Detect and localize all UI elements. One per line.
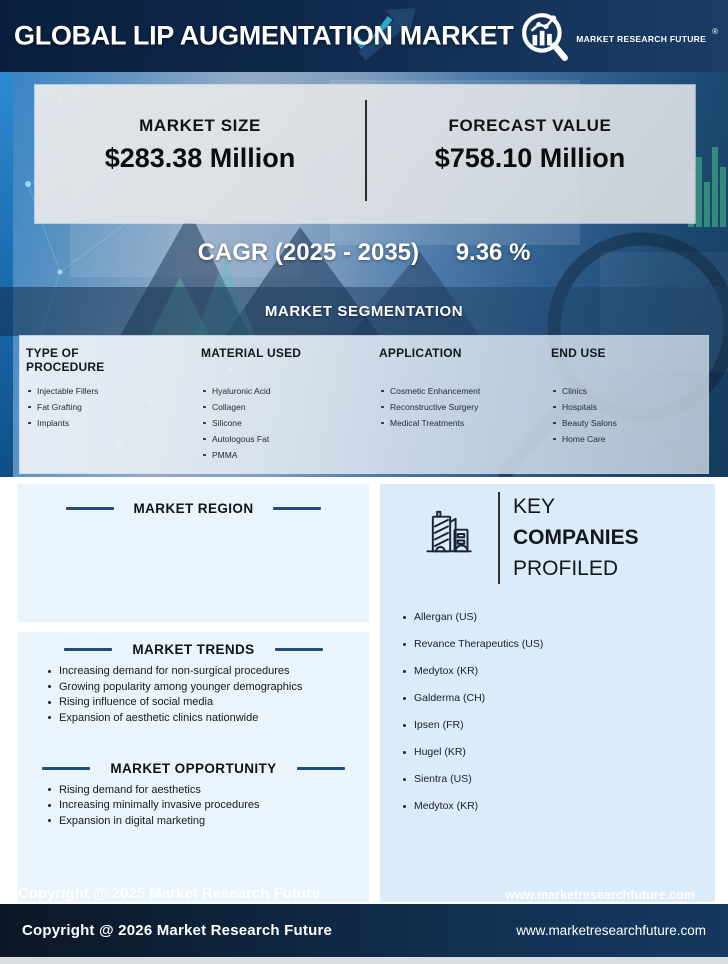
company-item: Sientra (US)	[403, 774, 715, 786]
heading-dash-right	[275, 648, 323, 651]
heading-dash-right	[273, 507, 321, 510]
registered-trademark: ®	[712, 27, 718, 36]
segmentation-column-application	[379, 346, 551, 473]
company-item: Medytox (KR)	[403, 801, 715, 813]
forecast-value: $758.10 Million	[434, 143, 626, 173]
segment-heading: MATERIAL USED	[201, 346, 302, 360]
key-companies-panel	[380, 484, 715, 902]
segment-item: Beauty Salons	[551, 419, 708, 428]
bottom-strip	[0, 957, 728, 964]
segment-item: Hyaluronic Acid	[201, 387, 379, 396]
segment-item: Home Care	[551, 435, 708, 444]
left-edge-accent	[0, 72, 13, 477]
segment-item: PMMA	[201, 451, 379, 460]
market-trends-heading-row	[18, 642, 369, 657]
heading-dash-left	[42, 767, 90, 770]
segment-item: Silicone	[201, 419, 379, 428]
forecast-value-block	[365, 85, 695, 223]
company-item: Hugel (KR)	[403, 747, 715, 759]
opportunity-item: Rising demand for aesthetics	[48, 785, 361, 796]
cagr-label: CAGR (2025 - 2035)	[197, 239, 420, 266]
segment-heading: END USE	[551, 346, 606, 360]
key-companies-title-line1: KEY	[513, 495, 556, 518]
opportunity-item: Expansion in digital marketing	[48, 816, 361, 827]
market-size-value: $283.38 Million	[104, 143, 296, 173]
company-item: Revance Therapeutics (US)	[403, 639, 715, 651]
market-trends-heading: MARKET TRENDS	[132, 642, 255, 657]
footer-website-link: www.marketresearchfuture.com	[516, 923, 706, 938]
market-size-block	[35, 85, 365, 223]
segment-item: Medical Treatments	[379, 419, 551, 428]
company-item: Allergan (US)	[403, 612, 715, 624]
vertical-divider	[498, 492, 500, 584]
trend-item: Growing popularity among younger demographics	[48, 682, 361, 693]
segment-item: Autologous Fat	[201, 435, 379, 444]
key-companies-title	[513, 491, 639, 584]
vertical-divider	[365, 100, 367, 201]
segmentation-title-band	[0, 287, 728, 336]
market-region-heading-row	[18, 501, 369, 516]
companies-list	[380, 604, 715, 813]
company-item: Medytox (KR)	[403, 666, 715, 678]
footer-bar	[0, 904, 728, 957]
building-icon	[422, 508, 474, 565]
segment-heading: TYPE OF PROCEDURE	[26, 346, 105, 375]
market-opportunity-heading-row	[18, 761, 369, 776]
segmentation-column-material-used	[201, 346, 379, 473]
segment-item: Collagen	[201, 403, 379, 412]
segment-item: Hospitals	[551, 403, 708, 412]
market-region-heading: MARKET REGION	[133, 501, 254, 516]
company-item: Ipsen (FR)	[403, 720, 715, 732]
market-region-panel	[18, 484, 369, 622]
key-companies-title-line3: PROFILED	[513, 557, 619, 580]
trend-item: Rising influence of social media	[48, 697, 361, 708]
segmentation-panel	[20, 336, 708, 473]
page-title: GLOBAL LIP AUGMENTATION MARKET	[14, 20, 514, 51]
chart-magnifier-icon	[520, 11, 570, 66]
trend-item: Increasing demand for non-surgical procedures	[48, 666, 361, 677]
key-companies-title-line2: COMPANIES	[513, 526, 639, 549]
segmentation-title: MARKET SEGMENTATION	[264, 303, 464, 320]
market-opportunity-list	[18, 785, 369, 827]
footer-copyright: Copyright @ 2026 Market Research Future	[22, 922, 333, 939]
segment-item: Cosmetic Enhancement	[379, 387, 551, 396]
segment-item: Reconstructive Surgery	[379, 403, 551, 412]
trends-opportunity-panel	[18, 632, 369, 902]
watermark-website: www.marketresearchfuture.com	[505, 888, 695, 902]
background-collage	[0, 72, 728, 477]
watermark-copyright: Copyright @ 2025 Market Research Future	[18, 885, 321, 902]
cagr-row	[0, 239, 728, 267]
market-size-label: MARKET SIZE	[139, 116, 261, 135]
heading-dash-right	[297, 767, 345, 770]
segment-item: Fat Grafting	[26, 403, 201, 412]
market-opportunity-heading: MARKET OPPORTUNITY	[110, 760, 277, 776]
heading-dash-left	[66, 507, 114, 510]
header-bar	[0, 0, 728, 72]
cagr-value: 9.36 %	[455, 239, 531, 266]
key-companies-header	[380, 484, 715, 604]
segmentation-column-type-of-procedure	[26, 346, 201, 473]
segment-item: Injectable Fillers	[26, 387, 201, 396]
segment-item: Clinics	[551, 387, 708, 396]
market-trends-list	[18, 666, 369, 724]
market-stats-panel	[35, 85, 695, 223]
company-item: Galderma (CH)	[403, 693, 715, 705]
heading-dash-left	[64, 648, 112, 651]
forecast-value-label: FORECAST VALUE	[448, 116, 612, 135]
brand-logo	[520, 11, 718, 66]
brand-name: MARKET RESEARCH FUTURE	[576, 33, 707, 44]
segmentation-column-end-use	[551, 346, 708, 473]
opportunity-item: Increasing minimally invasive procedures	[48, 800, 361, 811]
segment-heading: APPLICATION	[379, 346, 462, 360]
segment-item: Implants	[26, 419, 201, 428]
trend-item: Expansion of aesthetic clinics nationwide	[48, 713, 361, 724]
